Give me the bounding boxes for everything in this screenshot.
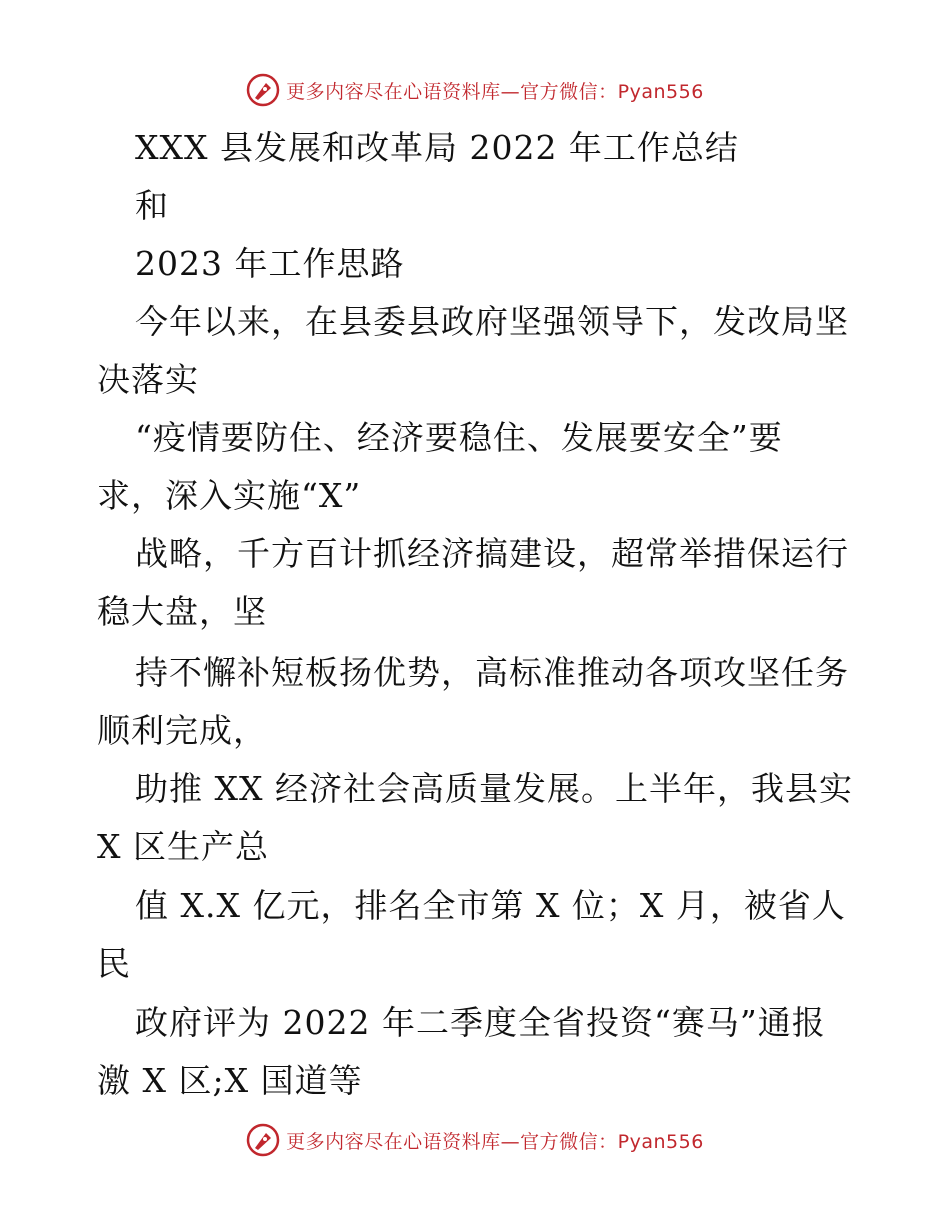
paragraph-line: X 区生产总 <box>97 827 269 866</box>
document-title-line-1: XXX 县发展和改革局 2022 年工作总结 <box>135 128 739 167</box>
paragraph-line: 民 <box>97 944 131 983</box>
paragraph-line: 顺利完成， <box>97 711 267 750</box>
paragraph-line: 激 X 区;X 国道等 <box>97 1061 363 1100</box>
pen-nib-logo-icon <box>246 1123 280 1157</box>
pen-nib-logo-icon <box>246 73 280 107</box>
watermark-header <box>0 70 950 110</box>
document-title-line-3: 2023 年工作思路 <box>135 244 405 283</box>
paragraph-line: 持不懈补短板扬优势，高标准推动各项攻坚任务 <box>135 653 849 692</box>
paragraph-line: 求，深入实施“X” <box>97 476 362 515</box>
paragraph-line: 助推 XX 经济社会高质量发展。上半年，我县实 <box>135 769 853 808</box>
document-title-line-2: 和 <box>135 186 169 225</box>
paragraph-line: 值 X.X 亿元，排名全市第 X 位；X 月，被省人 <box>135 886 846 925</box>
paragraph-line: “疫情要防住、经济要稳住、发展要安全”要 <box>135 418 783 457</box>
paragraph-line: 战略，千方百计抓经济搞建设，超常举措保运行 <box>135 534 849 573</box>
watermark-text: 更多内容尽在心语资料库—官方微信：Pyan556 <box>286 1130 704 1153</box>
watermark-footer <box>0 1120 950 1160</box>
paragraph-line: 决落实 <box>97 360 199 399</box>
paragraph-line: 政府评为 2022 年二季度全省投资“赛马”通报 <box>135 1003 826 1042</box>
paragraph-line: 今年以来，在县委县政府坚强领导下，发改局坚 <box>135 302 849 341</box>
paragraph-line: 稳大盘，坚 <box>97 592 267 631</box>
watermark-text: 更多内容尽在心语资料库—官方微信：Pyan556 <box>286 80 704 103</box>
